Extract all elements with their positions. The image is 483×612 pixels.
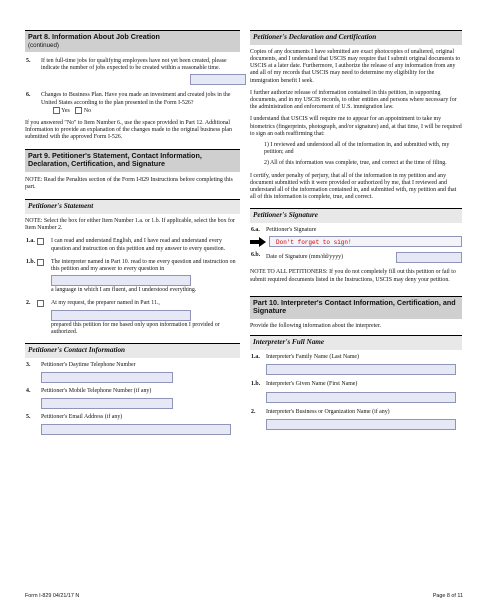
left-column <box>25 30 240 435</box>
petitioner-statement-title: Petitioner's Statement <box>25 199 240 214</box>
item-label: Interpreter's Given Name (First Name) <box>266 381 358 388</box>
declaration-paragraph-1: Copies of any documents I have submitted are exact photocopies of unaltered, original documents, and I understand that USCIS may require that I submit original documents to USCIS at a later date. Furthermore, I authorize the release of any information from any and all of my records that USCIS may need to determine my eligibility for the immigration benefit I seek. <box>250 48 461 84</box>
preparer-field[interactable] <box>51 310 191 321</box>
interpreter-fullname-title: Interpreter's Full Name <box>250 335 462 350</box>
part8-title: Part 8. Information About Job Creation <box>28 32 160 41</box>
interpreter-business-field[interactable] <box>266 419 456 430</box>
item-2-checkbox[interactable] <box>37 300 44 307</box>
item-4 <box>25 388 240 409</box>
note-all-petitioners: NOTE TO ALL PETITIONERS: If you do not completely fill out this petition or fail to submit required documents listed in the Instructions, USCIS may deny your petition. <box>250 269 456 283</box>
item-number: 1.b. <box>251 381 261 388</box>
signature-title: Petitioner's Signature <box>250 208 462 223</box>
item-label: Petitioner's Daytime Telephone Number <box>41 361 136 368</box>
right-column <box>250 30 462 430</box>
part9-header: Part 9. Petitioner's Statement, Contact Information, Declaration, Certification, and Signature <box>25 149 240 172</box>
no-label: No <box>83 107 92 114</box>
part10-intro: Provide the following information about the interpreter. <box>250 323 382 330</box>
item-number: 2. <box>26 300 31 307</box>
part8-header <box>25 30 240 52</box>
petitioner-contact-title: Petitioner's Contact Information <box>25 343 240 358</box>
item-label: Petitioner's Mobile Telephone Number (if any) <box>41 388 152 395</box>
item-label: Date of Signature (mm/dd/yyyy) <box>266 254 344 261</box>
yes-label: Yes <box>61 107 70 114</box>
item-number: 1.b. <box>26 258 36 265</box>
item-number: 2. <box>251 408 256 415</box>
item-3 <box>25 362 240 383</box>
item-text-tail: prepared this petition for me based only upon information I provided or authorized. <box>51 321 220 335</box>
item-1a-checkbox[interactable] <box>37 238 44 245</box>
item-6a <box>250 227 462 234</box>
item-1b-checkbox[interactable] <box>37 259 44 266</box>
page-footer <box>25 593 463 600</box>
item-number: 6.b. <box>251 252 261 259</box>
item-number: 6.a. <box>251 227 260 234</box>
item-number: 1.a. <box>251 354 260 361</box>
item-text: I can read and understand English, and I have read and understand every question and instruction on this petition and my answer to every question. <box>51 238 226 252</box>
item-number: 5. <box>26 58 31 65</box>
interp-item-1a <box>250 354 462 375</box>
item-5 <box>25 414 240 435</box>
form-id: Form I-829 04/21/17 N <box>25 593 80 599</box>
declaration-paragraph-3: I understand that USCIS will require me to appear for an appointment to take my biometrics (fingerprints, photograph, and/or signature) and, at that time, I will be required to sign an oath reaffirming that: <box>250 116 462 137</box>
item-1a <box>25 238 240 252</box>
oath-statement-2: 2) All of this information was complete, true, and correct at the time of filing. <box>264 160 447 167</box>
interp-item-1b <box>250 381 462 402</box>
item-2 <box>25 300 240 336</box>
part8-note: If you answered "No" to Item Number 6., use the space provided in Part 12. Additional Information to provide an explanation of the changes made to the original business plan submitted with the approved Form I-526. <box>25 119 232 141</box>
mobile-phone-field[interactable] <box>41 398 173 409</box>
part10-header: Part 10. Interpreter's Contact Information, Certification, and Signature <box>250 296 462 319</box>
arrow-right-icon <box>250 237 266 247</box>
no-checkbox[interactable] <box>75 107 82 114</box>
page-number: Page 8 of 11 <box>432 593 463 599</box>
part9-note: NOTE: Read the Penalties section of the Form I-829 Instructions before completing this part. <box>25 176 233 191</box>
interpreter-given-name-field[interactable] <box>266 392 456 403</box>
item-6b <box>250 252 462 263</box>
declaration-paragraph-2: I further authorize release of information contained in this petition, in supporting documents, and in my USCIS records, to other entities and persons where necessary for the administration and enforcement of U.S. immigration law. <box>250 89 457 111</box>
oath-statement-1: 1) I reviewed and understood all of the information in, and submitted with, my petition; and <box>264 142 450 156</box>
signature-date-field[interactable] <box>396 252 462 263</box>
daytime-phone-field[interactable] <box>41 372 173 383</box>
signature-row <box>250 236 462 247</box>
item-label: Interpreter's Family Name (Last Name) <box>266 354 359 361</box>
item-number: 6. <box>26 92 31 99</box>
part8-continued: (continued) <box>28 41 59 49</box>
item-text: If ten full-time jobs for qualifying employees have not yet been created, please indicate the number of jobs expected to be created within a reasonable time. <box>41 58 227 72</box>
item-number: 1.a. <box>26 238 35 245</box>
item-text: Changes to Business Plan. Have you made an investment and created jobs in the United States according to the plan presented in the Form I-526? <box>41 92 231 106</box>
interpreter-family-name-field[interactable] <box>266 364 456 375</box>
interp-item-2 <box>250 409 462 430</box>
item-label: Interpreter's Business or Organization Name (if any) <box>266 408 390 415</box>
item-label: Petitioner's Signature <box>266 227 317 234</box>
declaration-paragraph-4: I certify, under penalty of perjury, that all of the information in my petition and any document submitted with it were provided or authorized by me, that I reviewed and understand all of the information contained in, and submitted with, my petition and that all of this information is complete, true, and correct. <box>250 172 457 201</box>
item-text-tail: a language in which I am fluent, and I understood everything. <box>51 287 197 294</box>
email-field[interactable] <box>41 424 231 435</box>
jobs-expected-field[interactable] <box>190 74 246 85</box>
statement-note: NOTE: Select the box for either Item Number 1.a. or 1.b. If applicable, select the box for Item Number 2. <box>25 218 235 232</box>
item-1b <box>25 259 240 295</box>
part8-item5 <box>25 58 240 85</box>
declaration-title: Petitioner's Declaration and Certification <box>250 30 462 45</box>
item-label: Petitioner's Email Address (if any) <box>41 414 123 421</box>
item-number: 3. <box>26 361 31 368</box>
language-field[interactable] <box>51 275 191 286</box>
part8-item6 <box>25 92 240 114</box>
item-number: 5. <box>26 414 31 421</box>
item-text: At my request, the preparer named in Part 11., <box>51 300 160 307</box>
petitioner-signature-field[interactable]: Don't forget to sign! <box>269 236 462 247</box>
item-text: The interpreter named in Part 10. read to me every question and instruction on this petition and my answer to every question in <box>51 258 236 273</box>
yes-checkbox[interactable] <box>53 107 60 114</box>
item-number: 4. <box>26 388 31 395</box>
